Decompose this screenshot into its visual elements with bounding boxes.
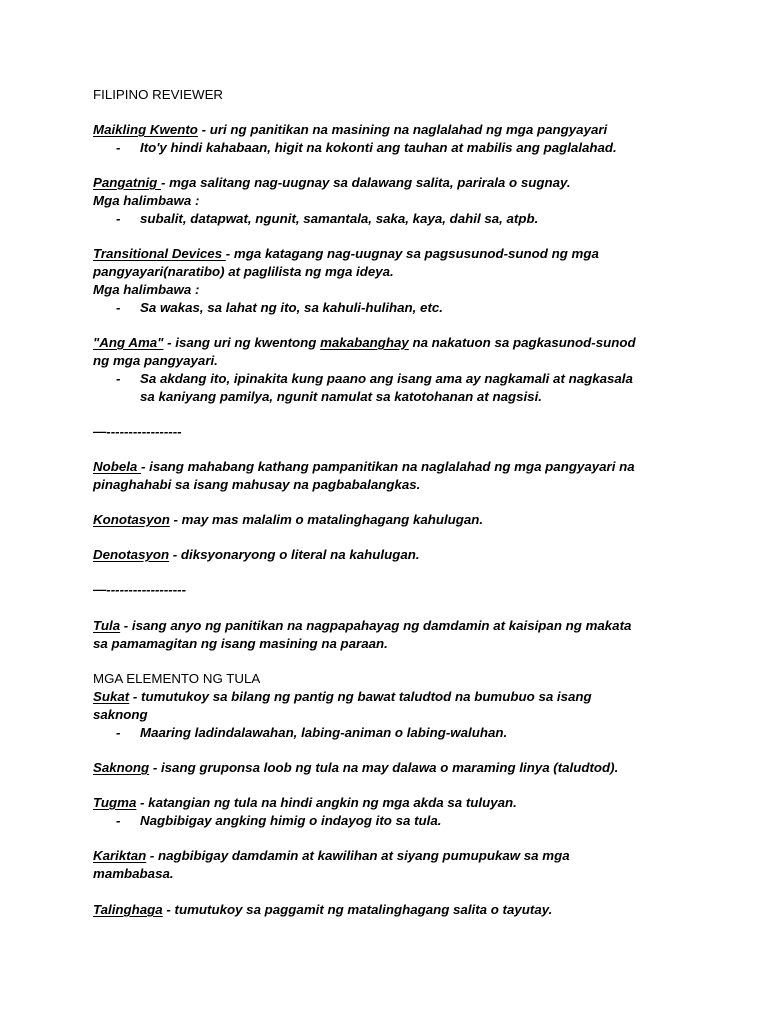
term-talinghaga: Talinghaga [93, 902, 163, 917]
bullet-text: subalit, datapwat, ngunit, samantala, saka, kaya, dahil sa, atpb. [140, 211, 539, 226]
term-transitional-devices: Transitional Devices [93, 246, 226, 261]
term-kariktan: Kariktan [93, 848, 147, 863]
bullet-text: Sa wakas, sa lahat ng ito, sa kahuli-hulihan, etc. [140, 300, 443, 315]
definition-nobela [93, 459, 635, 475]
term-makabanghay: makabanghay [320, 335, 409, 350]
bullet-marker: - [116, 300, 121, 315]
term-ang-ama: "Ang Ama" [93, 335, 164, 350]
bullet-marker: - [116, 371, 121, 386]
separator-line [93, 582, 186, 598]
definition-text: - nagbibigay damdamin at kawilihan at siyang pumupukaw sa mga [146, 848, 570, 863]
definition-text: - isang anyo ng panitikan na nagpapahayag ng damdamin at kaisipan ng makata [120, 618, 632, 633]
definition-ang-ama [93, 335, 636, 351]
bullet-marker: - [116, 725, 121, 740]
definition-text: - katangian ng tula na hindi angkin ng mga akda sa tuluyan. [136, 795, 517, 810]
definition-denotasyon [93, 547, 420, 563]
definition-tula [93, 618, 631, 634]
term-konotasyon: Konotasyon [93, 512, 170, 527]
definition-text: - isang gruponsa loob ng tula na may dalawa o maraming linya (taludtod). [149, 760, 619, 775]
definition-konotasyon [93, 512, 483, 528]
definition-text: - isang mahabang kathang pampanitikan na naglalahad ng mga pangyayari na [141, 459, 635, 474]
examples-label: Mga halimbawa : [93, 282, 200, 297]
bullet-marker: - [116, 813, 121, 828]
definition-text: - diksyonaryong o literal na kahulugan. [169, 547, 420, 562]
definition-text: - tumutukoy sa paggamit ng matalinghagang salita o tayutay. [162, 902, 553, 917]
separator-dash: — [93, 424, 107, 439]
bullet-text: Maaring ladindalawahan, labing-animan o labing-waluhan. [140, 725, 508, 740]
definition-transitional-devices [93, 246, 599, 262]
term-maikling-kwento: Maikling Kwento [93, 122, 198, 137]
definition-continuation: saknong [93, 707, 148, 722]
document-title: FILIPINO REVIEWER [93, 87, 224, 102]
definition-continuation: sa pamamagitan ng isang masining na paraan. [93, 636, 388, 651]
definition-continuation: ng mga pangyayari. [93, 353, 218, 368]
definition-maikling-kwento [93, 122, 607, 138]
term-pangatnig: Pangatnig [93, 175, 161, 190]
definition-saknong [93, 760, 618, 776]
definition-kariktan [93, 848, 570, 864]
bullet-text: Nagbibigay angking himig o indayog ito sa tula. [140, 813, 442, 828]
definition-text: na nakatuon sa pagkasunod-sunod [408, 335, 636, 350]
term-sukat: Sukat [93, 689, 130, 704]
definition-text: - isang uri ng kwentong [163, 335, 321, 350]
separator-hyphens: ------------------ [106, 582, 187, 597]
bullet-marker: - [116, 140, 121, 155]
definition-continuation: mambabasa. [93, 866, 174, 881]
definition-text: - mga salitang nag-uugnay sa dalawang salita, parirala o sugnay. [160, 175, 571, 190]
term-tugma: Tugma [93, 795, 137, 810]
bullet-text-continuation: sa kaniyang pamilya, ngunit namulat sa katotohanan at nagsisi. [140, 389, 542, 404]
separator-hyphens: ----------------- [106, 424, 182, 439]
definition-pangatnig [93, 175, 571, 191]
term-denotasyon: Denotasyon [93, 547, 170, 562]
examples-label: Mga halimbawa : [93, 193, 200, 208]
definition-text: - uri ng panitikan na masining na naglalahad ng mga pangyayari [197, 122, 608, 137]
term-nobela: Nobela [93, 459, 142, 474]
definition-text: - may mas malalim o matalinghagang kahulugan. [169, 512, 484, 527]
definition-sukat [93, 689, 592, 705]
definition-text: - tumutukoy sa bilang ng pantig ng bawat taludtod na bumubuo sa isang [129, 689, 592, 704]
section-heading: MGA ELEMENTO NG TULA [93, 671, 261, 686]
separator-dash: — [93, 582, 107, 597]
term-saknong: Saknong [93, 760, 150, 775]
definition-talinghaga [93, 902, 552, 918]
bullet-marker: - [116, 211, 121, 226]
definition-continuation: pinaghahabi sa isang mahusay na pagbabalangkas. [93, 477, 421, 492]
definition-continuation: pangyayari(naratibo) at paglilista ng mga ideya. [93, 264, 394, 279]
definition-tugma [93, 795, 517, 811]
definition-text: - mga katagang nag-uugnay sa pagsusunod-sunod ng mga [225, 246, 599, 261]
bullet-text: Ito'y hindi kahabaan, higit na kokonti ang tauhan at mabilis ang paglalahad. [140, 140, 617, 155]
term-tula: Tula [93, 618, 121, 633]
bullet-text: Sa akdang ito, ipinakita kung paano ang isang ama ay nagkamali at nagkasala [140, 371, 633, 386]
separator-line [93, 424, 182, 440]
